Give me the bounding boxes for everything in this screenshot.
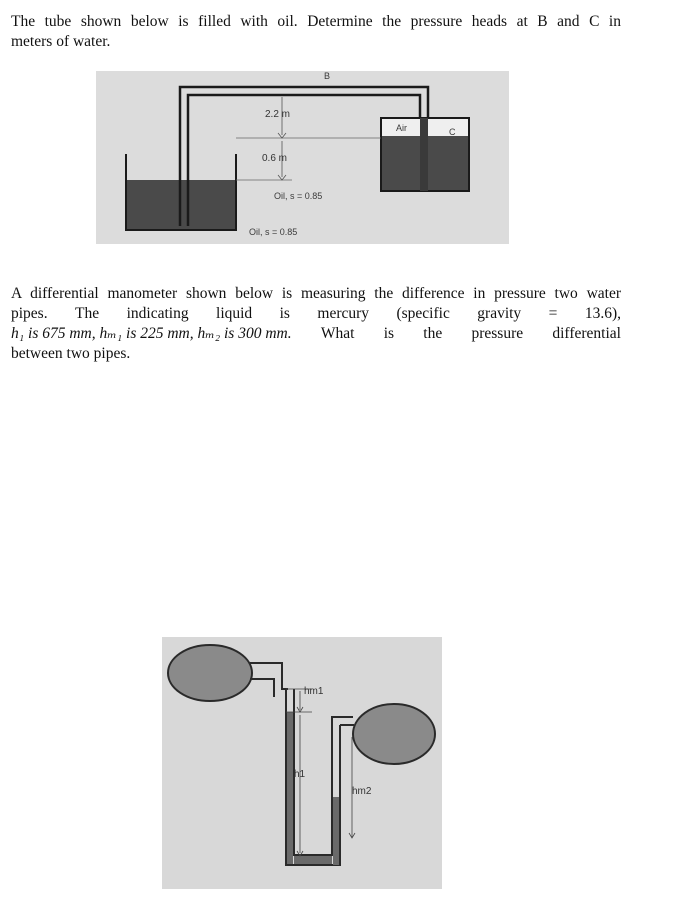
problem-1-line-2: meters of water. (11, 33, 111, 50)
given-values: h₁ is 675 mm, hₘ₁ is 225 mm, hₘ₂ is 300 mm. (11, 325, 292, 342)
label-hm2: hm2 (352, 786, 372, 797)
label-air: Air (396, 123, 407, 133)
mercury-right (333, 797, 339, 865)
problem-1-text (11, 12, 621, 52)
problem-2-line-2: pipes. The indicating liquid is mercury (specific gravity = 13.6), (11, 305, 621, 322)
label-b: B (324, 71, 331, 81)
problem-2-line-1: A differential manometer shown below is measuring the difference in pressure two water (11, 285, 621, 302)
label-oil-right: Oil, s = 0.85 (274, 191, 323, 201)
pipe-2 (353, 704, 435, 764)
manometer-figure (162, 637, 442, 889)
oil-tube-figure (96, 71, 509, 244)
pipe-1 (168, 645, 252, 701)
mercury-left (287, 712, 293, 864)
label-hm1: hm1 (304, 686, 324, 697)
label-2-2m: 2.2 m (265, 109, 291, 120)
mercury-bottom (294, 856, 332, 864)
label-c: C (449, 127, 456, 137)
problem-1-line-1: The tube shown below is filled with oil. Determine the pressure heads at B and C in (11, 13, 621, 30)
problem-2-text (11, 284, 621, 364)
label-0-6m: 0.6 m (262, 153, 288, 164)
problem-2-line-4: between two pipes. (11, 345, 131, 362)
tube-in-tank (420, 118, 428, 191)
label-h1: h1 (294, 769, 306, 780)
problem-2-line-3: h₁ is 675 mm, hₘ₁ is 225 mm, hₘ₂ is 300 mm. What is the pressure differential (11, 325, 621, 342)
label-oil-bottom: Oil, s = 0.85 (249, 227, 298, 237)
